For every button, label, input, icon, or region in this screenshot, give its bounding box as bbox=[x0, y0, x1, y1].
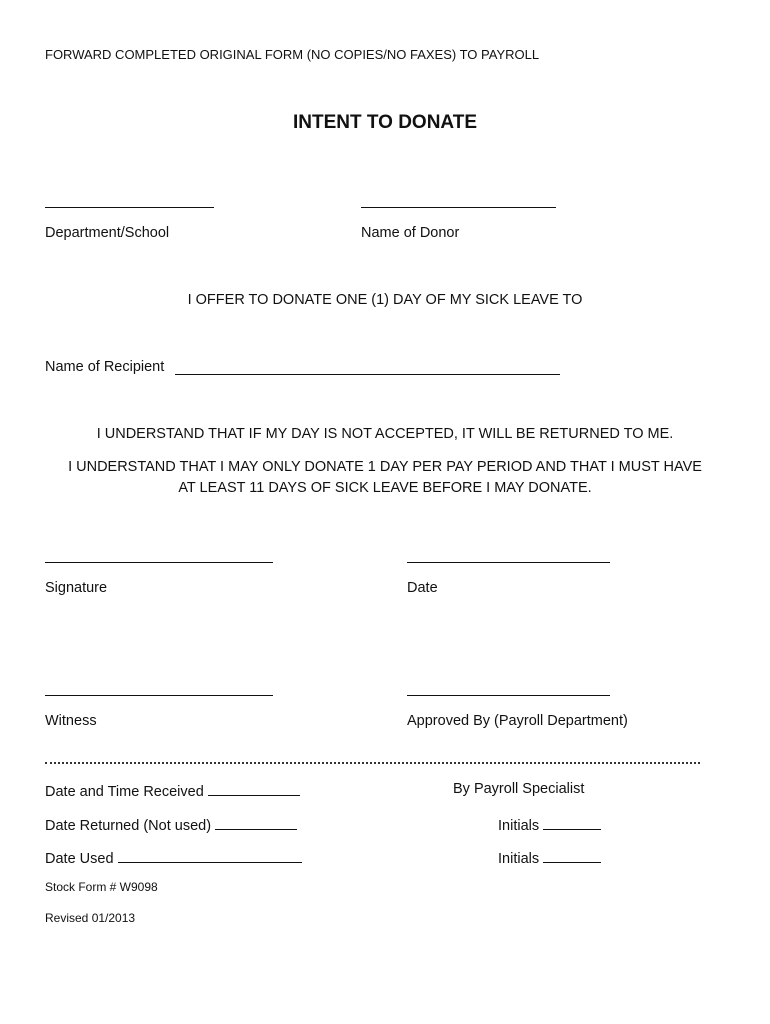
date-returned-line[interactable] bbox=[215, 815, 297, 830]
recipient-label: Name of Recipient bbox=[45, 359, 165, 375]
header-note: FORWARD COMPLETED ORIGINAL FORM (NO COPIES/NO FAXES) TO PAYROLL bbox=[45, 47, 540, 62]
recipient-name-line[interactable] bbox=[175, 374, 560, 375]
signature-label: Signature bbox=[45, 580, 108, 596]
donor-name-line[interactable] bbox=[361, 207, 556, 208]
department-school-label: Department/School bbox=[45, 225, 170, 241]
date-label: Date bbox=[407, 580, 438, 596]
form-title: INTENT TO DONATE bbox=[292, 112, 478, 133]
signature-line[interactable] bbox=[45, 562, 273, 563]
approved-by-line[interactable] bbox=[407, 695, 610, 696]
payroll-specialist-label: By Payroll Specialist bbox=[453, 781, 585, 797]
understand-statement-2a: I UNDERSTAND THAT I MAY ONLY DONATE 1 DAY PER PAY PERIOD AND THAT I MUST HAVE bbox=[68, 459, 702, 475]
department-school-line[interactable] bbox=[45, 207, 214, 208]
date-line[interactable] bbox=[407, 562, 610, 563]
revised-date: Revised 01/2013 bbox=[45, 911, 136, 925]
date-used-label: Date Used bbox=[45, 851, 114, 867]
understand-statement-2b: AT LEAST 11 DAYS OF SICK LEAVE BEFORE I MAY DONATE. bbox=[178, 480, 592, 496]
initials-row-2 bbox=[498, 848, 601, 867]
dotted-separator bbox=[45, 762, 700, 764]
initials-label-1: Initials bbox=[498, 818, 540, 834]
initials-line-2[interactable] bbox=[543, 848, 601, 863]
witness-label: Witness bbox=[45, 713, 97, 729]
date-time-received-row bbox=[45, 781, 300, 800]
initials-label-2: Initials bbox=[498, 851, 540, 867]
date-time-received-line[interactable] bbox=[208, 781, 300, 796]
offer-statement: I OFFER TO DONATE ONE (1) DAY OF MY SICK LEAVE TO bbox=[187, 292, 583, 308]
stock-form-number: Stock Form # W9098 bbox=[45, 880, 158, 894]
initials-row-1 bbox=[498, 815, 601, 834]
approved-by-label: Approved By (Payroll Department) bbox=[407, 713, 628, 729]
donor-name-label: Name of Donor bbox=[361, 225, 460, 241]
date-used-line[interactable] bbox=[118, 848, 302, 863]
date-returned-row bbox=[45, 815, 297, 834]
date-used-row bbox=[45, 848, 302, 867]
initials-line-1[interactable] bbox=[543, 815, 601, 830]
date-time-received-label: Date and Time Received bbox=[45, 784, 204, 800]
witness-line[interactable] bbox=[45, 695, 273, 696]
date-returned-label: Date Returned (Not used) bbox=[45, 818, 212, 834]
understand-statement-1: I UNDERSTAND THAT IF MY DAY IS NOT ACCEPTED, IT WILL BE RETURNED TO ME. bbox=[96, 426, 674, 442]
